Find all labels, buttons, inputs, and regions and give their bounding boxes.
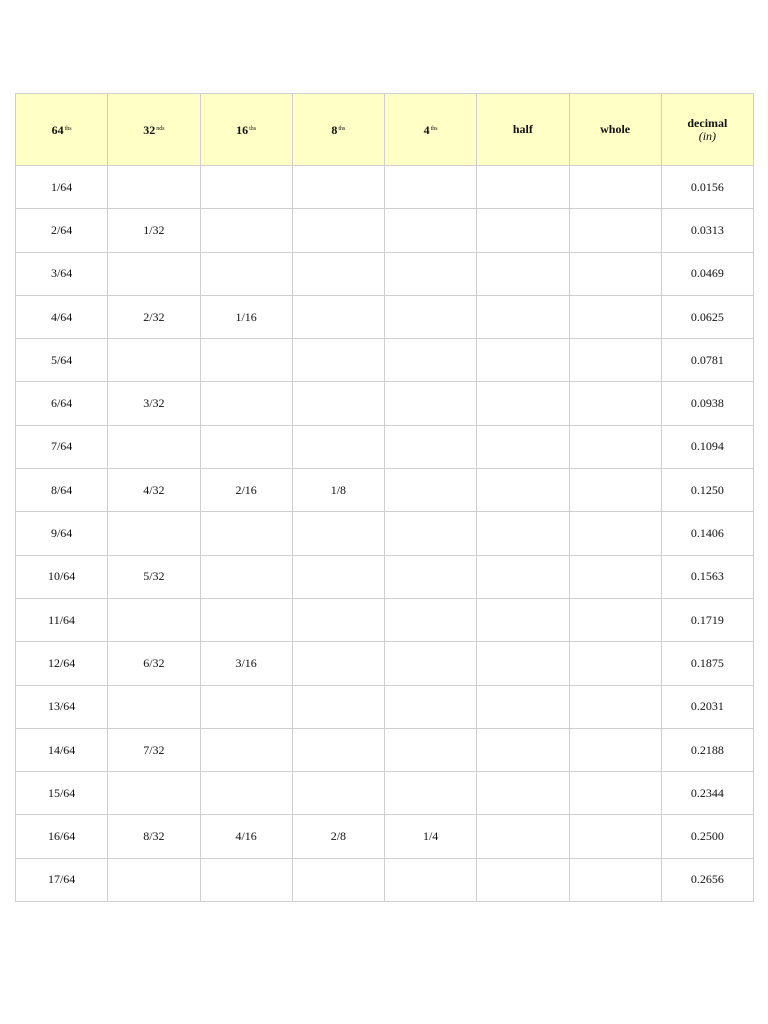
cell-4ths	[385, 295, 477, 338]
header-half	[477, 94, 569, 166]
header-suffix: nds	[156, 125, 165, 132]
cell-8ths	[292, 295, 384, 338]
cell-8ths	[292, 685, 384, 728]
header-label: 32	[143, 122, 156, 137]
cell-16ths: 3/16	[200, 642, 292, 685]
cell-4ths	[385, 382, 477, 425]
cell-16ths	[200, 425, 292, 468]
cell-half	[477, 295, 569, 338]
cell-8ths	[292, 382, 384, 425]
header-label: 8	[331, 122, 338, 137]
header-whole	[569, 94, 661, 166]
cell-32nds: 5/32	[108, 555, 200, 598]
cell-half	[477, 425, 569, 468]
cell-16ths	[200, 858, 292, 901]
header-suffix: ths	[430, 125, 438, 132]
cell-half	[477, 512, 569, 555]
cell-decimal: 0.0469	[661, 252, 753, 295]
cell-64ths: 1/64	[16, 166, 108, 209]
cell-whole	[569, 512, 661, 555]
header-decimal	[661, 94, 753, 166]
header-label: 16	[236, 122, 249, 137]
cell-64ths: 15/64	[16, 772, 108, 815]
cell-whole	[569, 425, 661, 468]
cell-64ths: 17/64	[16, 858, 108, 901]
table-row	[16, 512, 754, 555]
cell-32nds: 4/32	[108, 469, 200, 512]
header-label: 64	[51, 122, 64, 137]
cell-half	[477, 339, 569, 382]
table-row	[16, 425, 754, 468]
cell-half	[477, 166, 569, 209]
cell-whole	[569, 382, 661, 425]
cell-4ths	[385, 772, 477, 815]
cell-whole	[569, 295, 661, 338]
cell-32nds	[108, 252, 200, 295]
header-16ths	[200, 94, 292, 166]
header-suffix: ths	[338, 125, 346, 132]
cell-8ths: 2/8	[292, 815, 384, 858]
cell-32nds: 7/32	[108, 728, 200, 771]
cell-decimal: 0.1719	[661, 598, 753, 641]
cell-8ths	[292, 512, 384, 555]
cell-8ths	[292, 166, 384, 209]
cell-decimal: 0.1875	[661, 642, 753, 685]
cell-decimal: 0.2188	[661, 728, 753, 771]
header-64ths	[16, 94, 108, 166]
cell-decimal: 0.2500	[661, 815, 753, 858]
cell-whole	[569, 555, 661, 598]
cell-4ths	[385, 469, 477, 512]
cell-half	[477, 728, 569, 771]
cell-4ths	[385, 209, 477, 252]
table-row	[16, 858, 754, 901]
table-row	[16, 209, 754, 252]
cell-64ths: 2/64	[16, 209, 108, 252]
cell-16ths: 4/16	[200, 815, 292, 858]
cell-decimal: 0.1563	[661, 555, 753, 598]
cell-8ths: 1/8	[292, 469, 384, 512]
cell-4ths	[385, 858, 477, 901]
cell-decimal: 0.0625	[661, 295, 753, 338]
header-suffix: ths	[249, 125, 257, 132]
cell-whole	[569, 209, 661, 252]
cell-decimal: 0.1406	[661, 512, 753, 555]
cell-4ths	[385, 425, 477, 468]
cell-16ths	[200, 339, 292, 382]
cell-16ths	[200, 166, 292, 209]
cell-half	[477, 642, 569, 685]
cell-decimal: 0.0938	[661, 382, 753, 425]
cell-whole	[569, 858, 661, 901]
cell-whole	[569, 469, 661, 512]
header-unit: (in)	[698, 128, 717, 143]
cell-half	[477, 555, 569, 598]
cell-whole	[569, 598, 661, 641]
cell-32nds	[108, 685, 200, 728]
cell-64ths: 10/64	[16, 555, 108, 598]
cell-whole	[569, 772, 661, 815]
cell-decimal: 0.2031	[661, 685, 753, 728]
cell-32nds: 8/32	[108, 815, 200, 858]
cell-half	[477, 685, 569, 728]
table-row	[16, 382, 754, 425]
cell-8ths	[292, 642, 384, 685]
cell-half	[477, 469, 569, 512]
cell-32nds	[108, 772, 200, 815]
cell-16ths	[200, 728, 292, 771]
header-label: decimal	[687, 115, 728, 130]
table-body	[16, 166, 754, 902]
cell-32nds	[108, 512, 200, 555]
cell-64ths: 3/64	[16, 252, 108, 295]
header-label: whole	[600, 122, 631, 136]
cell-4ths	[385, 339, 477, 382]
cell-whole	[569, 642, 661, 685]
cell-decimal: 0.0781	[661, 339, 753, 382]
cell-64ths: 11/64	[16, 598, 108, 641]
cell-16ths	[200, 252, 292, 295]
cell-8ths	[292, 252, 384, 295]
cell-half	[477, 598, 569, 641]
table-row	[16, 339, 754, 382]
cell-half	[477, 209, 569, 252]
cell-64ths: 16/64	[16, 815, 108, 858]
header-4ths	[385, 94, 477, 166]
cell-8ths	[292, 425, 384, 468]
header-suffix: ths	[64, 125, 72, 132]
cell-32nds	[108, 858, 200, 901]
cell-4ths	[385, 598, 477, 641]
cell-64ths: 14/64	[16, 728, 108, 771]
cell-whole	[569, 815, 661, 858]
cell-16ths: 2/16	[200, 469, 292, 512]
cell-32nds	[108, 339, 200, 382]
cell-4ths	[385, 252, 477, 295]
table-row	[16, 469, 754, 512]
cell-32nds: 6/32	[108, 642, 200, 685]
cell-32nds: 3/32	[108, 382, 200, 425]
cell-8ths	[292, 858, 384, 901]
cell-whole	[569, 728, 661, 771]
cell-16ths	[200, 598, 292, 641]
cell-4ths	[385, 166, 477, 209]
cell-decimal: 0.0313	[661, 209, 753, 252]
cell-half	[477, 772, 569, 815]
cell-decimal: 0.1250	[661, 469, 753, 512]
cell-32nds	[108, 425, 200, 468]
cell-64ths: 6/64	[16, 382, 108, 425]
table-row	[16, 555, 754, 598]
cell-8ths	[292, 728, 384, 771]
header-label: half	[512, 122, 533, 136]
cell-4ths	[385, 642, 477, 685]
table-row	[16, 252, 754, 295]
cell-32nds: 2/32	[108, 295, 200, 338]
cell-16ths	[200, 382, 292, 425]
cell-4ths	[385, 728, 477, 771]
header-32nds	[108, 94, 200, 166]
cell-32nds: 1/32	[108, 209, 200, 252]
table-row	[16, 728, 754, 771]
cell-32nds	[108, 166, 200, 209]
cell-4ths	[385, 555, 477, 598]
cell-64ths: 9/64	[16, 512, 108, 555]
cell-4ths	[385, 512, 477, 555]
header-row	[16, 94, 754, 166]
cell-decimal: 0.2656	[661, 858, 753, 901]
table-row	[16, 642, 754, 685]
cell-64ths: 12/64	[16, 642, 108, 685]
cell-8ths	[292, 598, 384, 641]
cell-whole	[569, 685, 661, 728]
cell-16ths	[200, 512, 292, 555]
cell-decimal: 0.0156	[661, 166, 753, 209]
table-row	[16, 295, 754, 338]
cell-16ths: 1/16	[200, 295, 292, 338]
cell-half	[477, 252, 569, 295]
cell-decimal: 0.2344	[661, 772, 753, 815]
cell-whole	[569, 339, 661, 382]
cell-8ths	[292, 209, 384, 252]
cell-16ths	[200, 772, 292, 815]
table-row	[16, 685, 754, 728]
cell-64ths: 13/64	[16, 685, 108, 728]
header-8ths	[292, 94, 384, 166]
cell-8ths	[292, 339, 384, 382]
cell-whole	[569, 166, 661, 209]
cell-8ths	[292, 772, 384, 815]
table-row	[16, 815, 754, 858]
table-row	[16, 166, 754, 209]
table-header	[16, 94, 754, 166]
cell-4ths	[385, 685, 477, 728]
cell-half	[477, 382, 569, 425]
cell-16ths	[200, 685, 292, 728]
cell-8ths	[292, 555, 384, 598]
cell-64ths: 8/64	[16, 469, 108, 512]
fraction-conversion-table	[15, 93, 754, 902]
cell-32nds	[108, 598, 200, 641]
table-row	[16, 598, 754, 641]
cell-decimal: 0.1094	[661, 425, 753, 468]
header-label: 4	[423, 122, 430, 137]
cell-4ths: 1/4	[385, 815, 477, 858]
cell-whole	[569, 252, 661, 295]
table-row	[16, 772, 754, 815]
cell-64ths: 4/64	[16, 295, 108, 338]
cell-half	[477, 815, 569, 858]
cell-half	[477, 858, 569, 901]
cell-16ths	[200, 555, 292, 598]
cell-16ths	[200, 209, 292, 252]
cell-64ths: 7/64	[16, 425, 108, 468]
cell-64ths: 5/64	[16, 339, 108, 382]
